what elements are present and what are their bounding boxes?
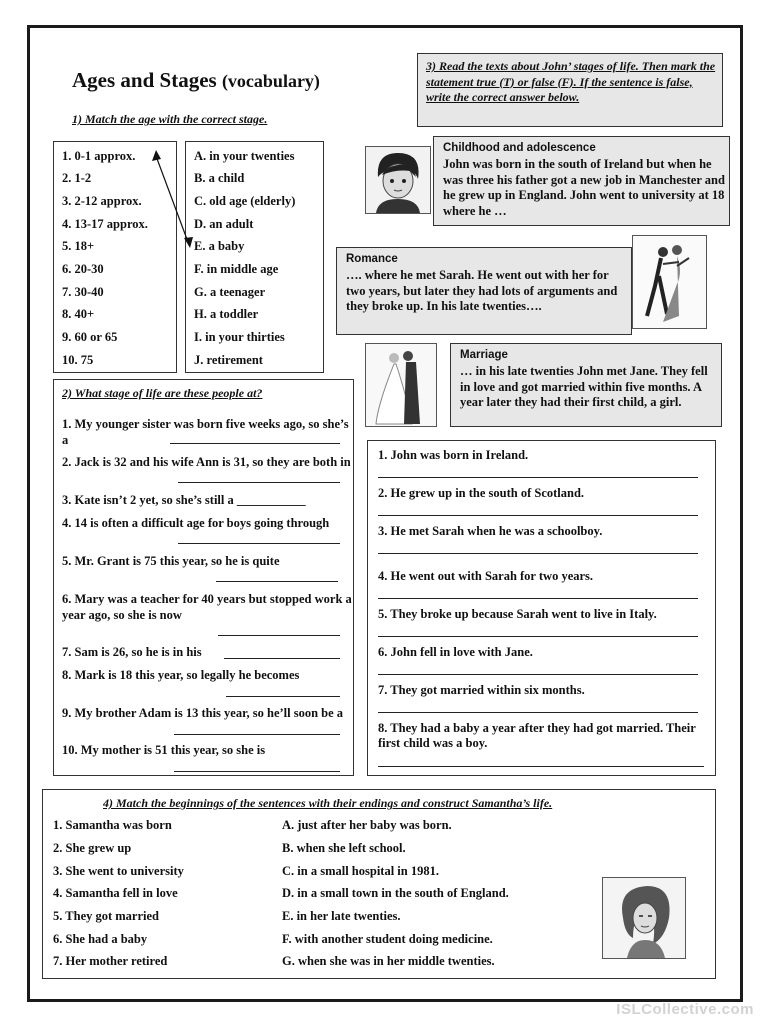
- answer-line[interactable]: [218, 635, 340, 636]
- stage-item: E. a baby: [194, 239, 245, 253]
- statement-item: 2. He grew up in the south of Scotland.: [378, 486, 585, 500]
- stage-item: F. in middle age: [194, 262, 279, 276]
- stage-item: D. an adult: [194, 217, 254, 231]
- answer-line[interactable]: [378, 515, 698, 516]
- statement-item: 7. They got married within six months.: [378, 683, 585, 697]
- boy-portrait-image: [365, 146, 431, 214]
- question-item: 9. My brother Adam is 13 this year, so he’ll soon be a: [62, 706, 344, 720]
- statement-item: 8. They had a baby a year after they had got married. Their first child was a boy.: [378, 721, 696, 750]
- age-item: 2. 1-2: [62, 171, 92, 185]
- question-item: 8. Mark is 18 this year, so legally he becomes: [62, 668, 300, 682]
- watermark: ISLCollective.com: [616, 1001, 754, 1018]
- ending-item: G. when she was in her middle twenties.: [282, 954, 495, 968]
- title-sub: (vocabulary): [221, 71, 320, 91]
- question-item: 5. Mr. Grant is 75 this year, so he is quite: [62, 554, 280, 568]
- answer-line[interactable]: [170, 443, 340, 444]
- answer-line[interactable]: [378, 766, 704, 767]
- ending-item: E. in her late twenties.: [282, 909, 401, 923]
- stage-item: H. a toddler: [194, 307, 259, 321]
- example-match-arrow-icon: [140, 142, 200, 252]
- question-item: 1. My younger sister was born five weeks ago, so she’s a: [62, 417, 349, 447]
- page-title: [72, 68, 320, 93]
- beginning-item: 7. Her mother retired: [53, 954, 168, 968]
- title-main: Ages and Stages: [72, 68, 217, 92]
- answer-line[interactable]: [178, 543, 340, 544]
- stage-item: B. a child: [194, 171, 245, 185]
- age-item: 4. 13-17 approx.: [62, 217, 148, 231]
- stages-box: [185, 141, 324, 373]
- statement-item: 6. John fell in love with Jane.: [378, 645, 533, 659]
- statement-item: 4. He went out with Sarah for two years.: [378, 569, 594, 583]
- section2-box: [53, 379, 354, 776]
- romance-body: …. where he met Sarah. He went out with her for two years, but later they had lots of arguments and they broke up. In his late twenties….: [346, 268, 618, 313]
- stage-item: J. retirement: [194, 353, 263, 367]
- section4-instruction: 4) Match the beginnings of the sentences with their endings and construct Samantha’s life.: [103, 796, 553, 810]
- beginning-item: 1. Samantha was born: [53, 818, 172, 832]
- stage-item: C. old age (elderly): [194, 194, 296, 208]
- answer-line[interactable]: [174, 771, 340, 772]
- age-item: 5. 18+: [62, 239, 95, 253]
- ending-item: B. when she left school.: [282, 841, 406, 855]
- section2-instruction: 2) What stage of life are these people at?: [62, 386, 263, 400]
- age-item: 8. 40+: [62, 307, 95, 321]
- age-item: 9. 60 or 65: [62, 330, 118, 344]
- ending-item: F. with another student doing medicine.: [282, 932, 493, 946]
- statement-item: 1. John was born in Ireland.: [378, 448, 529, 462]
- question-item: 2. Jack is 32 and his wife Ann is 31, so they are both in: [62, 455, 351, 469]
- true-false-box: [367, 440, 716, 776]
- marriage-text-box: [450, 343, 722, 427]
- answer-line[interactable]: [178, 482, 340, 483]
- answer-line[interactable]: [378, 477, 698, 478]
- age-item: 1. 0-1 approx.: [62, 149, 136, 163]
- question-item: 6. Mary was a teacher for 40 years but stopped work a year ago, so she is now: [62, 592, 352, 622]
- ending-item: D. in a small town in the south of England.: [282, 886, 509, 900]
- beginning-item: 6. She had a baby: [53, 932, 148, 946]
- age-item: 7. 30-40: [62, 285, 104, 299]
- age-item: 3. 2-12 approx.: [62, 194, 142, 208]
- section3-instruction: 3) Read the texts about John’ stages of life. Then mark the statement true (T) or false (F). If the sentence is false, write the correct answer below.: [426, 59, 716, 104]
- ending-item: C. in a small hospital in 1981.: [282, 864, 439, 878]
- marriage-body: … in his late twenties John met Jane. They fell in love and got married within five months. A year later they had their first child, a girl.: [460, 364, 708, 409]
- stage-item: I. in your thirties: [194, 330, 285, 344]
- romance-text-box: [336, 247, 632, 335]
- beginning-item: 2. She grew up: [53, 841, 132, 855]
- couple-dancing-image: [632, 235, 707, 329]
- statement-item: 3. He met Sarah when he was a schoolboy.: [378, 524, 603, 538]
- ending-item: A. just after her baby was born.: [282, 818, 452, 832]
- answer-line[interactable]: [378, 553, 698, 554]
- answer-line[interactable]: [224, 658, 340, 659]
- beginning-item: 3. She went to university: [53, 864, 184, 878]
- romance-heading: Romance: [346, 253, 398, 265]
- beginning-item: 5. They got married: [53, 909, 160, 923]
- stage-item: A. in your twenties: [194, 149, 295, 163]
- answer-line[interactable]: [226, 696, 340, 697]
- question-item: 3. Kate isn’t 2 yet, so she’s still a ___________: [62, 493, 306, 507]
- section3-instruction-box: [417, 53, 723, 127]
- statement-item: 5. They broke up because Sarah went to live in Italy.: [378, 607, 657, 621]
- question-item: 7. Sam is 26, so he is in his: [62, 645, 202, 659]
- beginning-item: 4. Samantha fell in love: [53, 886, 178, 900]
- woman-portrait-image: [602, 877, 686, 959]
- section1-instruction: 1) Match the age with the correct stage.: [72, 112, 268, 126]
- childhood-text-box: [433, 136, 730, 226]
- question-item: 4. 14 is often a difficult age for boys going through: [62, 516, 330, 530]
- stage-item: G. a teenager: [194, 285, 266, 299]
- answer-line[interactable]: [174, 734, 340, 735]
- answer-line[interactable]: [378, 598, 698, 599]
- age-item: 6. 20-30: [62, 262, 104, 276]
- answer-line[interactable]: [216, 581, 338, 582]
- answer-line[interactable]: [378, 712, 698, 713]
- age-item: 10. 75: [62, 353, 94, 367]
- childhood-body: John was born in the south of Ireland but when he was three his father got a new job in Manchester and he grew up in England. John went to university at 18 where he …: [443, 157, 725, 218]
- question-item: 10. My mother is 51 this year, so she is: [62, 743, 266, 757]
- answer-line[interactable]: [378, 636, 698, 637]
- answer-line[interactable]: [378, 674, 698, 675]
- marriage-heading: Marriage: [460, 349, 508, 361]
- wedding-couple-image: [365, 343, 437, 427]
- childhood-heading: Childhood and adolescence: [443, 142, 596, 154]
